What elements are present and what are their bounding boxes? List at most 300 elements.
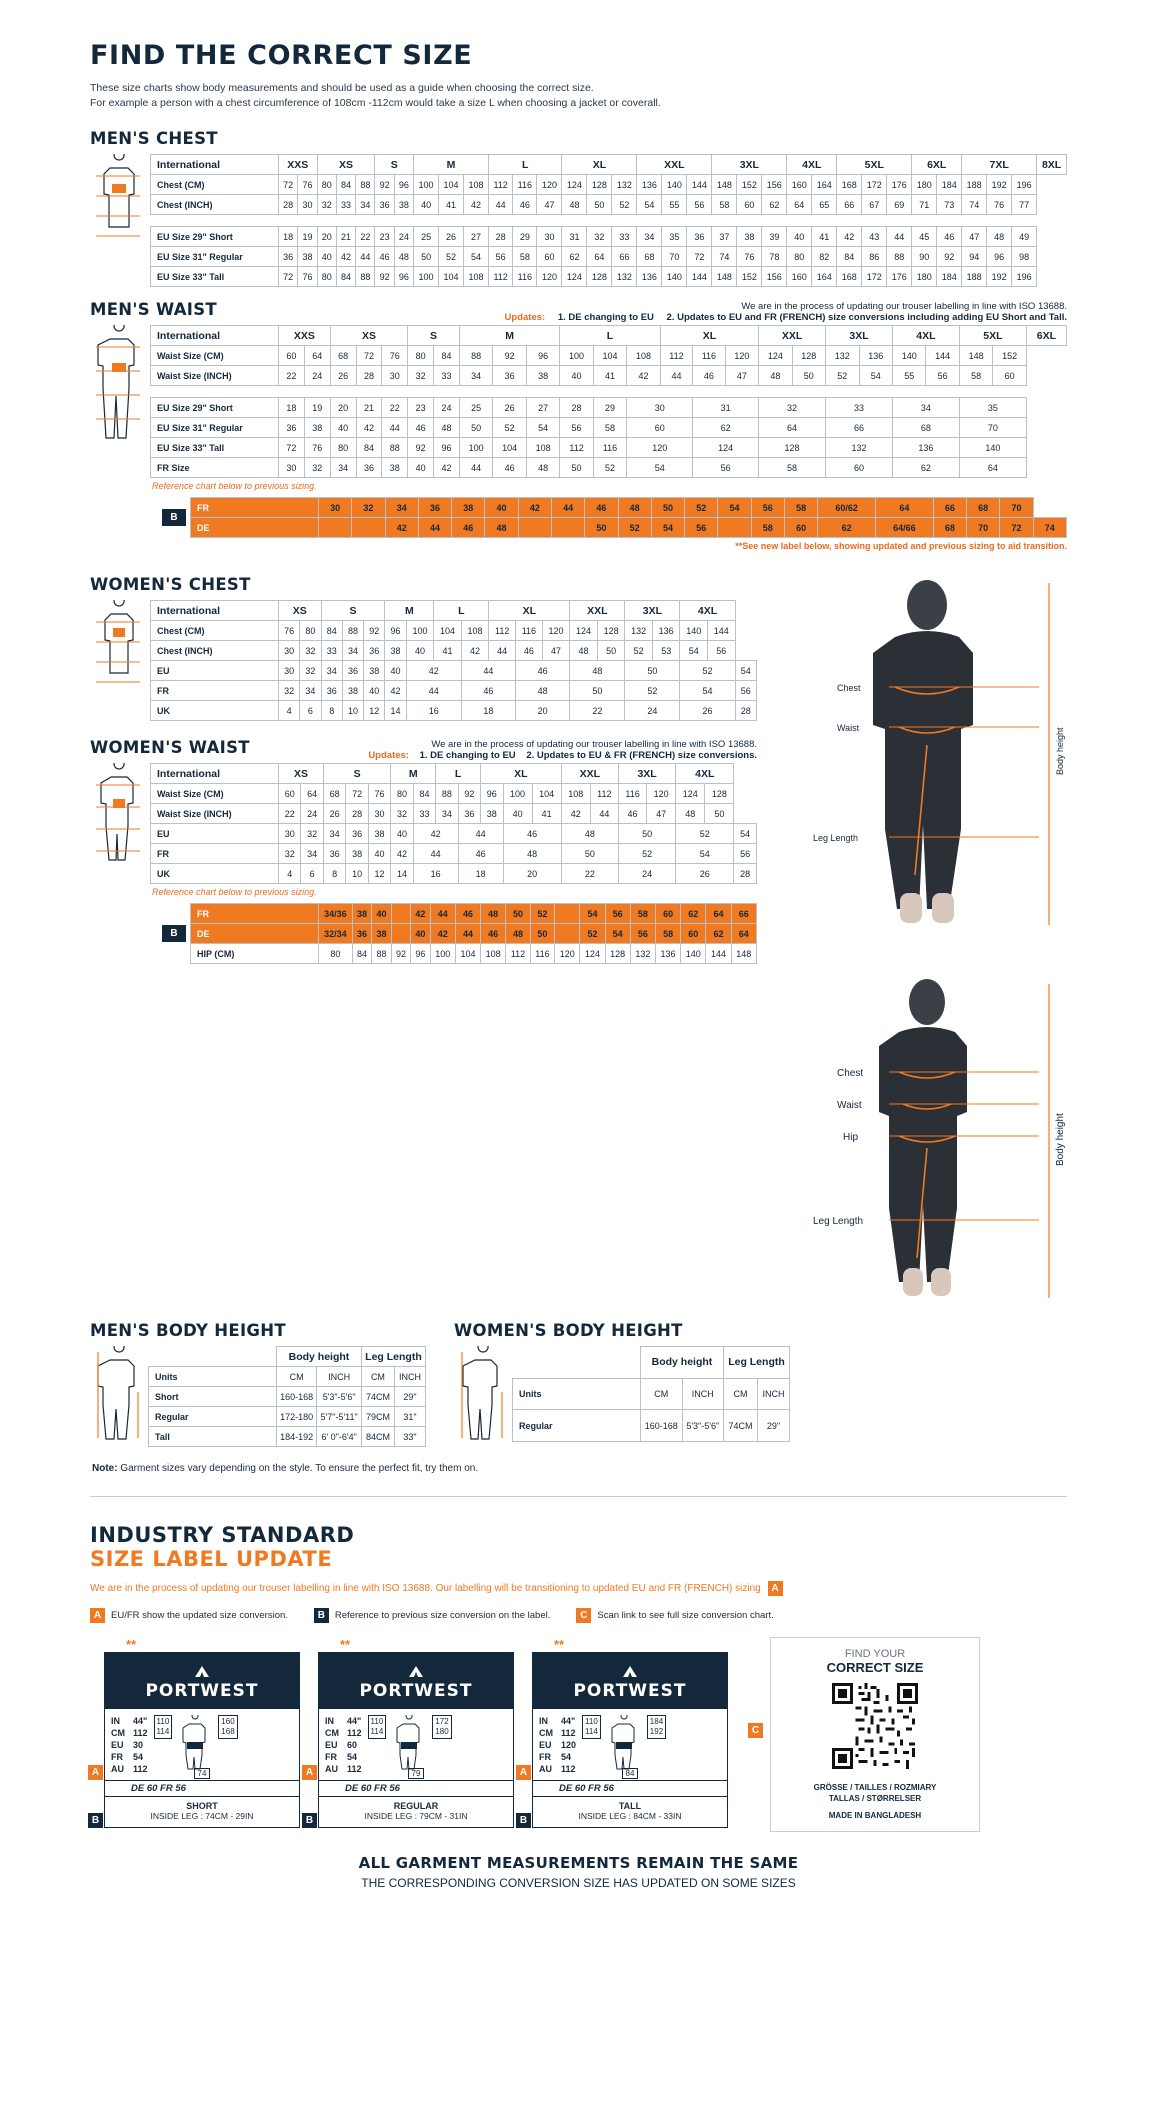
cell: 6: [301, 864, 323, 884]
cell: 156: [762, 267, 787, 287]
chest-label: Chest: [837, 683, 861, 693]
cell: 120: [555, 944, 580, 964]
cell: 39: [762, 227, 787, 247]
cell: 32: [304, 458, 330, 478]
cell: 38: [304, 418, 330, 438]
cell: 46: [458, 844, 503, 864]
table-row: [513, 1410, 790, 1442]
table-row: [151, 824, 757, 844]
cell: 38: [342, 681, 363, 701]
cell: 26: [493, 398, 526, 418]
womens-chest-table: [150, 600, 757, 721]
cell: 54: [651, 518, 684, 538]
cell: 96: [434, 438, 460, 458]
cell: 55: [662, 195, 687, 215]
cell: 38: [372, 924, 391, 944]
measure-box-value: 192: [649, 1727, 664, 1736]
cell: 22: [279, 366, 305, 386]
size-list: [111, 1715, 148, 1775]
industry-lead: [90, 1581, 1067, 1596]
cell: 42: [356, 418, 382, 438]
cell: 4: [279, 701, 300, 721]
cell: 64: [759, 418, 826, 438]
cell: 42: [406, 661, 461, 681]
cell: 30: [368, 804, 390, 824]
row-label: EU Size 29" Short: [151, 227, 279, 247]
leg-box-value: 74: [194, 1768, 211, 1779]
cell: 71: [912, 195, 937, 215]
mens-waist-block: [90, 325, 1067, 493]
cell: 84: [413, 784, 435, 804]
cell: 42: [461, 641, 489, 661]
cell: 47: [725, 366, 758, 386]
cell: 46: [481, 924, 506, 944]
cell: 58: [784, 498, 817, 518]
size-key: EU: [539, 1740, 552, 1750]
cell: 10: [342, 701, 363, 721]
label-fit: [105, 1796, 299, 1827]
label-asterisk: **: [340, 1637, 351, 1652]
cell: 148: [712, 175, 737, 195]
cell: 41: [812, 227, 837, 247]
cell: 144: [708, 621, 736, 641]
cell: 44: [459, 458, 492, 478]
cell: 148: [959, 346, 992, 366]
table-row: [151, 621, 757, 641]
cell: 36: [279, 418, 305, 438]
size-value: 60: [347, 1740, 358, 1750]
cell: 44: [887, 227, 912, 247]
table-row: [151, 438, 1067, 458]
row-label: Chest (CM): [151, 621, 279, 641]
col-header: XXL: [561, 764, 618, 784]
col-header: XL: [481, 764, 562, 784]
cell: 64: [959, 458, 1026, 478]
legend: [90, 1608, 1067, 1623]
brand-mark: [533, 1663, 727, 1681]
cell: 41: [439, 195, 464, 215]
col-header: Units: [513, 1378, 641, 1410]
cell: 124: [580, 944, 605, 964]
cell: 27: [526, 398, 559, 418]
table-row: [151, 418, 1067, 438]
badge-b-womens: B: [162, 925, 186, 942]
female-torso-icon: [90, 600, 148, 700]
cell: 136: [637, 267, 662, 287]
cell: 49: [1012, 227, 1037, 247]
cell: 72: [279, 438, 305, 458]
qr-foot-2: TALLAS / STØRRELSER: [828, 1794, 922, 1803]
label-card-tall: [519, 1637, 728, 1832]
row-label: Regular: [149, 1407, 277, 1427]
leg-length-label: Leg Length: [813, 1216, 864, 1227]
cell: 76: [368, 784, 390, 804]
womens-waist-table: [150, 763, 757, 884]
cell: 44: [458, 824, 503, 844]
cell: 36: [279, 247, 298, 267]
cell: 32: [391, 804, 413, 824]
cell: 56: [630, 924, 655, 944]
cell: 120: [537, 175, 562, 195]
size-value: 120: [561, 1740, 577, 1750]
cell: 120: [627, 438, 693, 458]
row-label: EU Size 31" Regular: [151, 418, 279, 438]
cell: 38: [452, 498, 485, 518]
cell: 52: [676, 824, 734, 844]
cell: 42: [336, 247, 355, 267]
cell: 33": [395, 1427, 426, 1447]
cell: 35: [662, 227, 687, 247]
fit-name: REGULAR: [393, 1801, 439, 1811]
cell: 88: [436, 784, 458, 804]
cell: 33: [612, 227, 637, 247]
cell: 16: [406, 701, 461, 721]
size-key: CM: [111, 1728, 125, 1738]
intro-line-2: For example a person with a chest circumference of 108cm -112cm would take a size L when choosing a jacket or coverall.: [90, 97, 661, 109]
col-header: International: [151, 155, 279, 175]
col-header: INCH: [395, 1367, 426, 1387]
cell: 104: [593, 346, 626, 366]
cell: 72: [356, 346, 382, 366]
qr-title-2: CORRECT SIZE: [826, 1660, 924, 1675]
cell: 40: [330, 418, 356, 438]
cell: 48: [570, 661, 625, 681]
cell: 128: [587, 175, 612, 195]
cell: 48: [987, 227, 1012, 247]
cell: 84: [336, 267, 355, 287]
female-height-icon: [454, 1346, 512, 1442]
cell: 42: [385, 518, 418, 538]
cell: 92: [937, 247, 962, 267]
cell: 38: [352, 904, 371, 924]
cell: 77: [1012, 195, 1037, 215]
cell: 148: [712, 267, 737, 287]
section-title-mens-body-height: MEN'S BODY HEIGHT: [90, 1321, 286, 1340]
cell: 34: [323, 824, 345, 844]
cell: 44: [406, 681, 461, 701]
cell: 112: [489, 621, 516, 641]
womens-waist-block: [90, 763, 757, 899]
qr-foot-1: GRÖSSE / TAILLES / ROZMIARY: [813, 1783, 937, 1792]
cell: 58: [759, 458, 826, 478]
cell: 64/66: [875, 518, 933, 538]
cell: 30: [279, 824, 301, 844]
cell: 140: [892, 346, 925, 366]
cell: 96: [526, 346, 559, 366]
row-label: Waist Size (CM): [151, 346, 279, 366]
cell: 124: [676, 784, 705, 804]
cell: 116: [593, 438, 626, 458]
cell: 52: [625, 681, 680, 701]
cell: 14: [385, 701, 406, 721]
cell: 32: [408, 366, 434, 386]
cell: 184-192: [277, 1427, 317, 1447]
cell: 160-168: [277, 1387, 317, 1407]
cell: 66: [731, 904, 756, 924]
cell: 136: [652, 621, 680, 641]
cell: 19: [304, 398, 330, 418]
male-waist-icon: [90, 325, 148, 455]
row-label: Tall: [149, 1427, 277, 1447]
industry-title-1: INDUSTRY STANDARD: [90, 1523, 355, 1547]
update-1: 1. DE changing to EU: [419, 750, 516, 761]
cell: 29": [395, 1387, 426, 1407]
cell: 68: [330, 346, 356, 366]
size-value: 112: [561, 1764, 576, 1774]
cell: 50: [792, 366, 825, 386]
size-key: CM: [539, 1728, 553, 1738]
cell: 62: [562, 247, 587, 267]
mens-previous-sizing-table: [190, 497, 1067, 538]
cell: 116: [513, 267, 537, 287]
cell: 112: [506, 944, 530, 964]
cell: 92: [493, 346, 526, 366]
cell: 36: [346, 824, 368, 844]
cell: 28: [346, 804, 368, 824]
cell: 132: [612, 175, 637, 195]
updates-label: Updates:: [368, 750, 409, 761]
cell: 40: [414, 195, 439, 215]
cell: 34: [459, 366, 492, 386]
cell: 24: [618, 864, 675, 884]
section-title-womens-waist: WOMEN'S WAIST: [90, 738, 250, 757]
cell: 100: [430, 944, 455, 964]
size-key: AU: [111, 1764, 124, 1774]
womens-chest-figure: [90, 600, 150, 705]
col-header: XL: [562, 155, 637, 175]
table-header-row: [151, 601, 757, 621]
col-header: Leg Length: [361, 1347, 425, 1367]
size-chart-page: [0, 40, 1157, 2116]
label-asterisk: **: [554, 1637, 565, 1652]
cell: 50: [587, 195, 612, 215]
label-brand-bar: [533, 1653, 727, 1709]
col-header: Body height: [277, 1347, 362, 1367]
cell: 32: [317, 195, 336, 215]
cell: 104: [455, 944, 480, 964]
cell: 132: [625, 621, 653, 641]
cell: 30: [382, 366, 408, 386]
cell: 94: [962, 247, 987, 267]
label-box: [318, 1652, 514, 1828]
label-figure-icon: [388, 1715, 430, 1771]
col-header: M: [391, 764, 436, 784]
cell: 33: [336, 195, 355, 215]
measure-box-value: 160: [221, 1717, 235, 1726]
cell: 120: [647, 784, 676, 804]
row-label: Chest (INCH): [151, 195, 279, 215]
cell: 46: [585, 498, 618, 518]
table-spacer: [151, 386, 1067, 398]
table-row: [191, 498, 1067, 518]
label-card-regular: [305, 1637, 514, 1832]
cell: 30: [279, 661, 300, 681]
cell: 96: [481, 784, 503, 804]
size-key: FR: [539, 1752, 551, 1762]
cell: 64: [301, 784, 323, 804]
cell: 36: [458, 804, 480, 824]
cell: 56: [687, 195, 712, 215]
legend-text-a: EU/FR show the updated size conversion.: [111, 1610, 288, 1621]
cell: 47: [537, 195, 562, 215]
cell: 40: [368, 844, 390, 864]
cell: 46: [503, 824, 561, 844]
col-header: XXL: [570, 601, 625, 621]
cell: 176: [887, 267, 912, 287]
cell: 32: [279, 681, 300, 701]
col-header: 3XL: [712, 155, 787, 175]
inside-leg: INSIDE LEG : 84CM - 33IN: [578, 1811, 682, 1821]
cell: 70: [662, 247, 687, 267]
cell: 70: [959, 418, 1026, 438]
cell: 60: [279, 346, 305, 366]
row-label: EU Size 31" Regular: [151, 247, 279, 267]
cell: 44: [455, 924, 480, 944]
table-row: [513, 1378, 790, 1410]
fit-name: TALL: [618, 1801, 642, 1811]
qr-card[interactable]: [770, 1637, 980, 1832]
cell: 40: [787, 227, 812, 247]
measure-box-value: 110: [585, 1717, 598, 1726]
col-header: CM: [361, 1367, 394, 1387]
divider: [90, 1496, 1067, 1497]
table-header-row: [151, 764, 757, 784]
mens-waist-footnote: **See new label below, showing updated and previous sizing to aid transition.: [735, 541, 1067, 551]
cell: 34/36: [319, 904, 353, 924]
cell: 28: [356, 366, 382, 386]
col-header: S: [321, 601, 385, 621]
size-value: 44": [561, 1716, 576, 1726]
cell: 152: [737, 267, 762, 287]
cell: 79CM: [361, 1407, 394, 1427]
cell: 124: [562, 175, 587, 195]
cell: 36: [352, 924, 371, 944]
cell: 22: [382, 398, 408, 418]
brand-name: PORTWEST: [573, 1681, 687, 1701]
size-value: 112: [561, 1728, 576, 1738]
cell: 64: [587, 247, 612, 267]
cell: 100: [560, 346, 593, 366]
cell: 92: [408, 438, 434, 458]
cell: 8: [323, 864, 345, 884]
cell: 80: [787, 247, 812, 267]
col-header: L: [560, 326, 660, 346]
womens-waist-update-note: [368, 739, 757, 761]
table-row: [149, 1427, 426, 1447]
cell: 172: [862, 175, 887, 195]
cell: 56: [685, 518, 718, 538]
col-header: S: [375, 155, 414, 175]
mens-body-height-table: [148, 1346, 426, 1447]
cell: 64: [787, 195, 812, 215]
table-row: [151, 195, 1067, 215]
label-brand-bar: [319, 1653, 513, 1709]
cell: 82: [812, 247, 837, 267]
cell: 45: [912, 227, 937, 247]
cell: 108: [526, 438, 559, 458]
cell: 16: [413, 864, 458, 884]
cell: 100: [459, 438, 492, 458]
table-row: [151, 681, 757, 701]
cell: 88: [382, 438, 408, 458]
col-header: XS: [279, 764, 324, 784]
table-header-row: [151, 155, 1067, 175]
cell: 128: [597, 621, 625, 641]
cell: 38: [382, 458, 408, 478]
cell: 80: [330, 438, 356, 458]
cell: 33: [826, 398, 893, 418]
col-header: XXL: [759, 326, 826, 346]
col-header: 6XL: [1026, 326, 1066, 346]
cell: 46: [493, 458, 526, 478]
row-label: FR: [151, 681, 279, 701]
cell: 136: [637, 175, 662, 195]
cell: 24: [434, 398, 460, 418]
cell: 124: [759, 346, 792, 366]
col-header: XS: [317, 155, 375, 175]
size-list: [325, 1715, 362, 1775]
col-header: 6XL: [912, 155, 962, 175]
cell: 104: [532, 784, 561, 804]
cell: 46: [618, 804, 646, 824]
cell: 66: [826, 418, 893, 438]
cell: 44: [356, 247, 375, 267]
cell: 84CM: [361, 1427, 394, 1447]
cell: 108: [481, 944, 506, 964]
cell: 120: [725, 346, 758, 366]
qr-foot-3: MADE IN BANGLADESH: [828, 1811, 922, 1820]
womens-waist-figure: [90, 763, 150, 868]
table-row: [151, 661, 757, 681]
cell: 66: [933, 498, 966, 518]
cell: 28: [734, 864, 757, 884]
cell: 40: [385, 661, 406, 681]
cell: 80: [317, 267, 336, 287]
cell: 156: [762, 175, 787, 195]
qr-code-icon[interactable]: [832, 1683, 918, 1769]
size-list: [539, 1715, 576, 1775]
cell: 27: [464, 227, 489, 247]
cell: 92: [458, 784, 480, 804]
row-label: EU: [151, 661, 279, 681]
cell: 52: [685, 498, 718, 518]
cell: 44: [461, 661, 515, 681]
col-header: 5XL: [837, 155, 912, 175]
cell: 52: [826, 366, 859, 386]
tag-b-side: B: [302, 1813, 317, 1828]
cell: 36: [342, 661, 363, 681]
legend-item-a: [90, 1608, 288, 1623]
cell: 26: [323, 804, 345, 824]
cell: 44: [660, 366, 692, 386]
cell: 20: [330, 398, 356, 418]
cell: 42: [837, 227, 862, 247]
table-header-row: [151, 326, 1067, 346]
cell: 23: [408, 398, 434, 418]
cell: 96: [411, 944, 430, 964]
final-note-text: Garment sizes vary depending on the style. To ensure the perfect fit, try them on.: [117, 1463, 479, 1474]
cell: 104: [434, 621, 462, 641]
cell: 50: [506, 904, 530, 924]
cell: 54: [580, 904, 605, 924]
cell: 26: [676, 864, 734, 884]
size-value: 112: [347, 1728, 362, 1738]
cell: 30: [298, 195, 317, 215]
cell: 88: [372, 944, 391, 964]
cell: 32: [300, 641, 321, 661]
leg-box-value: 84: [622, 1768, 639, 1779]
cell: 120: [542, 621, 570, 641]
